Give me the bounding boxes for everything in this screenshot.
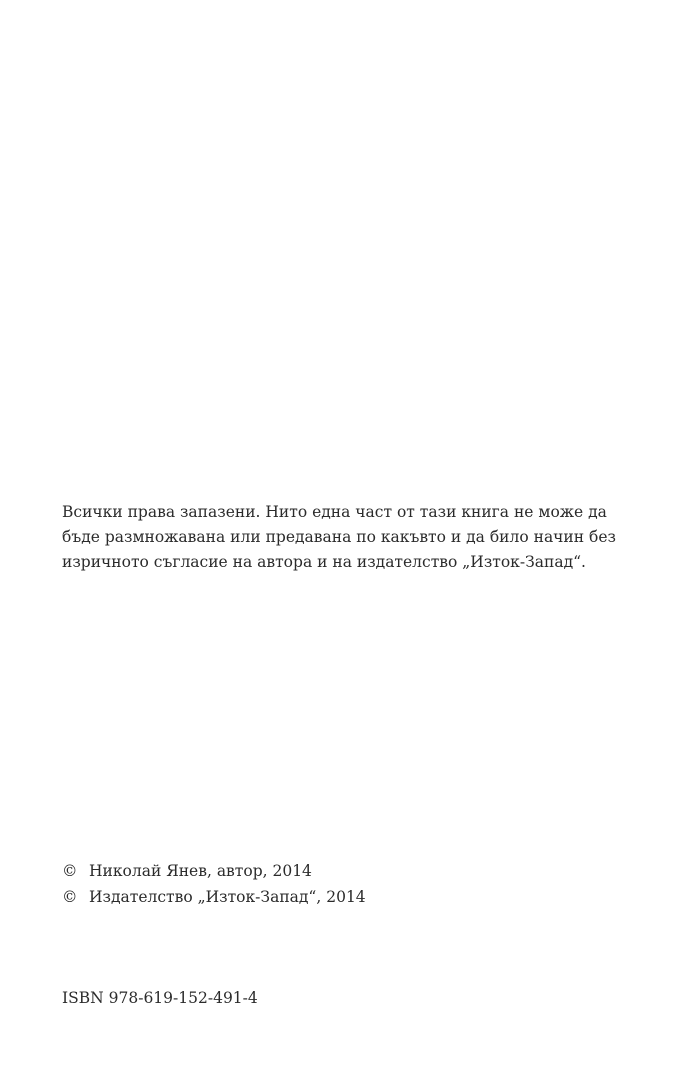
rights-notice-line: Всички права запазени. Нито една част от тази книга не може да	[62, 503, 607, 521]
isbn: ISBN 978-619-152-491-4	[62, 989, 258, 1007]
copyright-publisher-text: Издателство „Изток-Запад“, 2014	[89, 888, 366, 906]
rights-notice-line: бъде размножавана или предавана по какъвто и да било начин без	[62, 528, 616, 546]
rights-notice	[62, 500, 622, 575]
copyright-author	[62, 858, 366, 884]
copyright-block	[62, 858, 366, 910]
copyright-symbol-icon: ©	[62, 862, 78, 880]
copyright-author-text: Николай Янев, автор, 2014	[89, 862, 312, 880]
rights-notice-line: изричното съгласие на автора и на издателство „Изток-Запад“.	[62, 553, 586, 571]
copyright-publisher	[62, 884, 366, 910]
copyright-symbol-icon: ©	[62, 888, 78, 906]
